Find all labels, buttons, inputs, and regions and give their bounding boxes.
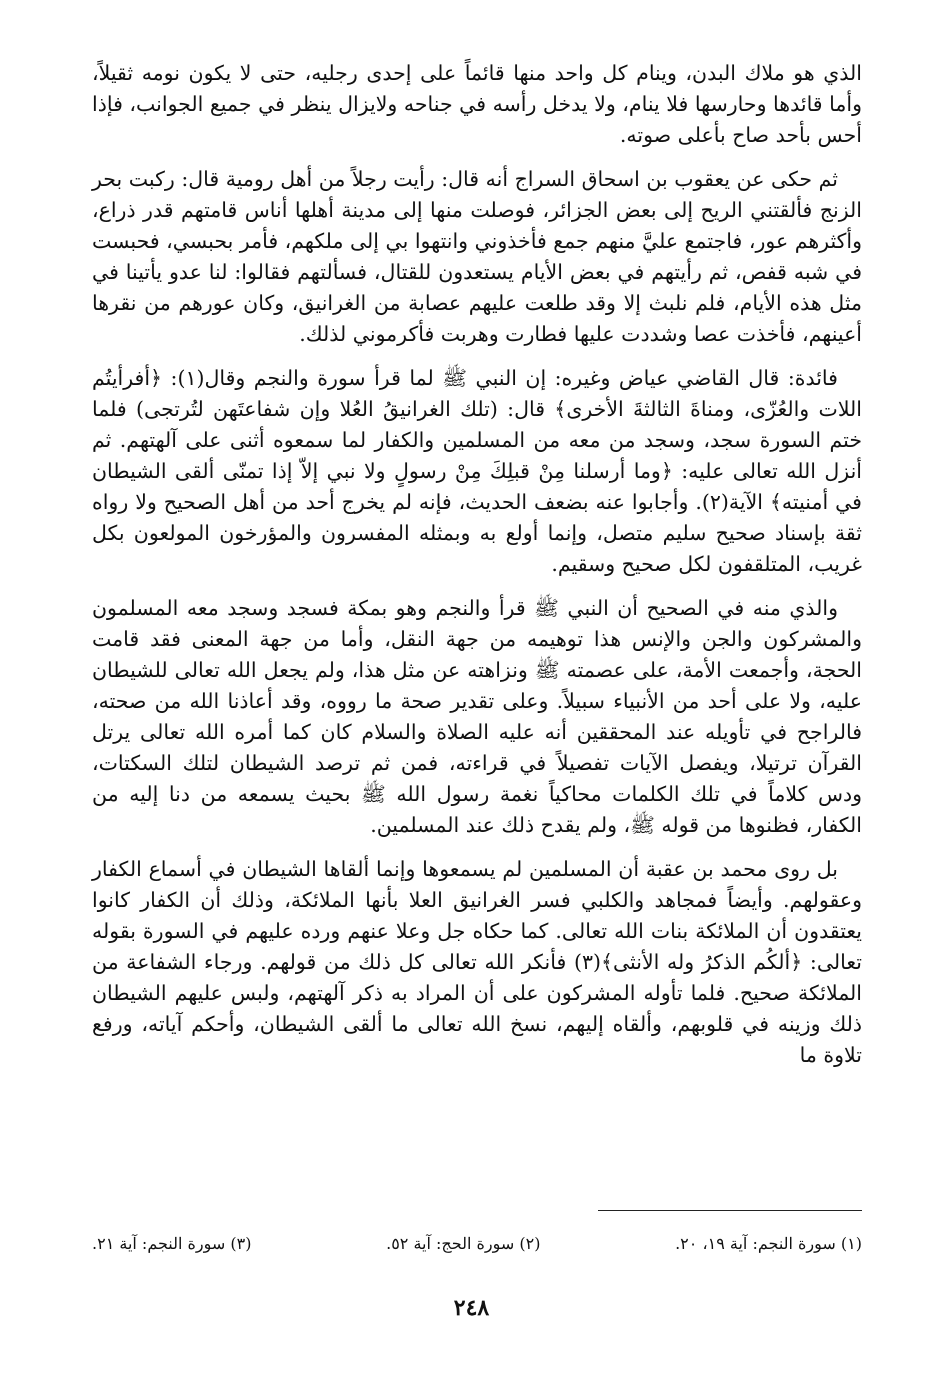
page-number: ٢٤٨ (453, 1295, 490, 1321)
paragraph-5: بل روى محمد بن عقبة أن المسلمين لم يسمعوها وإنما ألقاها الشيطان في أسماع الكفار وعقولهم. وأيضاً فمجاهد والكلبي فسر الغرانيق العلا بأنها الملائكة، وذلك أن الكفار كانوا يعتقدون أن الملائكة بنات الله تعالى. كما حكاه جل وعلا عنهم ورده عليهم في السورة بقوله تعالى: ﴿ألكُم الذكرُ وله الأنثى﴾(٣) فأنكر الله تعالى كل ذلك من قولهم. ورجاء الشفاعة من الملائكة صحيح. فلما تأوله المشركون على أن المراد به ذكر آلهتهم، ولبس عليهم الشيطان ذلك وزينه في قلوبهم، وألقاه إليهم، نسخ الله تعالى ما ألقى الشيطان، وأحكم آياته، ورفع تلاوة ما (92, 857, 862, 1067)
paragraph-1: الذي هو ملاك البدن، وينام كل واحد منها قائماً على إحدى رجليه، حتى لا يكون نومه ثقيلاً، وأما قائدها وحارسها فلا ينام، ولا يدخل رأسه في جناحه ولايزال ينظر في جميع الجوانب، فإذا أحس بأحد صاح بأعلى صوته. (92, 61, 862, 147)
footnote-divider (598, 1210, 862, 1211)
paragraph-3: فائدة: قال القاضي عياض وغيره: إن النبي ﷺ لما قرأ سورة والنجم وقال(١): ﴿أفرأيتُم اللات والعُزّى، ومناةَ الثالثةَ الأخرى﴾ قال: (تلك الغرانيقُ العُلا وإن شفاعتَهن لتُرتجى) فلما ختم السورة سجد، وسجد من معه من المسلمين والكفار لما سمعوه أثنى على آلهتهم. ثم أنزل الله تعالى عليه: ﴿وما أرسلنا مِنْ قبلِكَ مِنْ رسولٍ ولا نبي إلاّ إذا تمنّى ألقى الشيطان في أمنيته﴾ الآية(٢). وأجابوا عنه بضعف الحديث، فإنه لم يخرج أحد من أهل الصحيح ولا رواه ثقة بإسناد صحيح سليم متصل، وإنما أولع به وبمثله المفسرون والمؤرخون المولعون بكل غريب، المتلقفون لكل صحيح وسقيم. (92, 366, 862, 576)
paragraph-2: ثم حكى عن يعقوب بن اسحاق السراج أنه قال: رأيت رجلاً من أهل رومية قال: ركبت بحر الزنج فألقتني الريح إلى بعض الجزائر، فوصلت منها إلى مدينة أهلها أناس قامتهم قدر ذراع، وأكثرهم عور، فاجتمع عليَّ منهم جمع فأخذوني وانتهوا بي إلى ملكهم، فأمر بحبسي، فحبست في شبه قفص، ثم رأيتهم في بعض الأيام يستعدون للقتال، فسألتهم فقالوا: لنا عدو يأتينا في مثل هذه الأيام، فلم نلبث إلا وقد طلعت عليهم عصابة من الغرانيق، وكان عورهم من نقرها أعينهم، فأخذت عصا وشددت عليها فطارت وهربت فأكرموني لذلك. (92, 167, 862, 346)
footnote-1: (١) سورة النجم: آية ١٩، ٢٠. (675, 1234, 862, 1253)
main-text (92, 58, 862, 1071)
footnotes (92, 1232, 862, 1256)
footnote-2: (٢) سورة الحج: آية ٥٢. (386, 1234, 541, 1253)
paragraph-4: والذي منه في الصحيح أن النبي ﷺ قرأ والنجم وهو بمكة فسجد وسجد معه المسلمون والمشركون والجن والإنس هذا توهيمه من جهة النقل، وأما من جهة المعنى فقد قامت الحجة، وأجمعت الأمة، على عصمته ﷺ ونزاهته عن مثل هذا، ولم يجعل الله تعالى للشيطان عليه، ولا على أحد من الأنبياء سبيلاً. وعلى تقدير صحة ما رووه، وقد أعاذنا الله من صحته، فالراجح في تأويله عند المحققين أنه عليه الصلاة والسلام كان كما أمره الله تعالى يرتل القرآن ترتيلا، ويفصل الآيات تفصيلاً في قراءته، فمن ثم ترصد الشيطان لتلك السكتات، ودس كلاماً في تلك الكلمات محاكياً نغمة رسول الله ﷺ بحيث يسمعه من دنا إليه من الكفار، فظنوها من قوله ﷺ، ولم يقدح ذلك عند المسلمين. (92, 596, 862, 837)
footnote-3: (٣) سورة النجم: آية ٢١. (92, 1234, 252, 1253)
